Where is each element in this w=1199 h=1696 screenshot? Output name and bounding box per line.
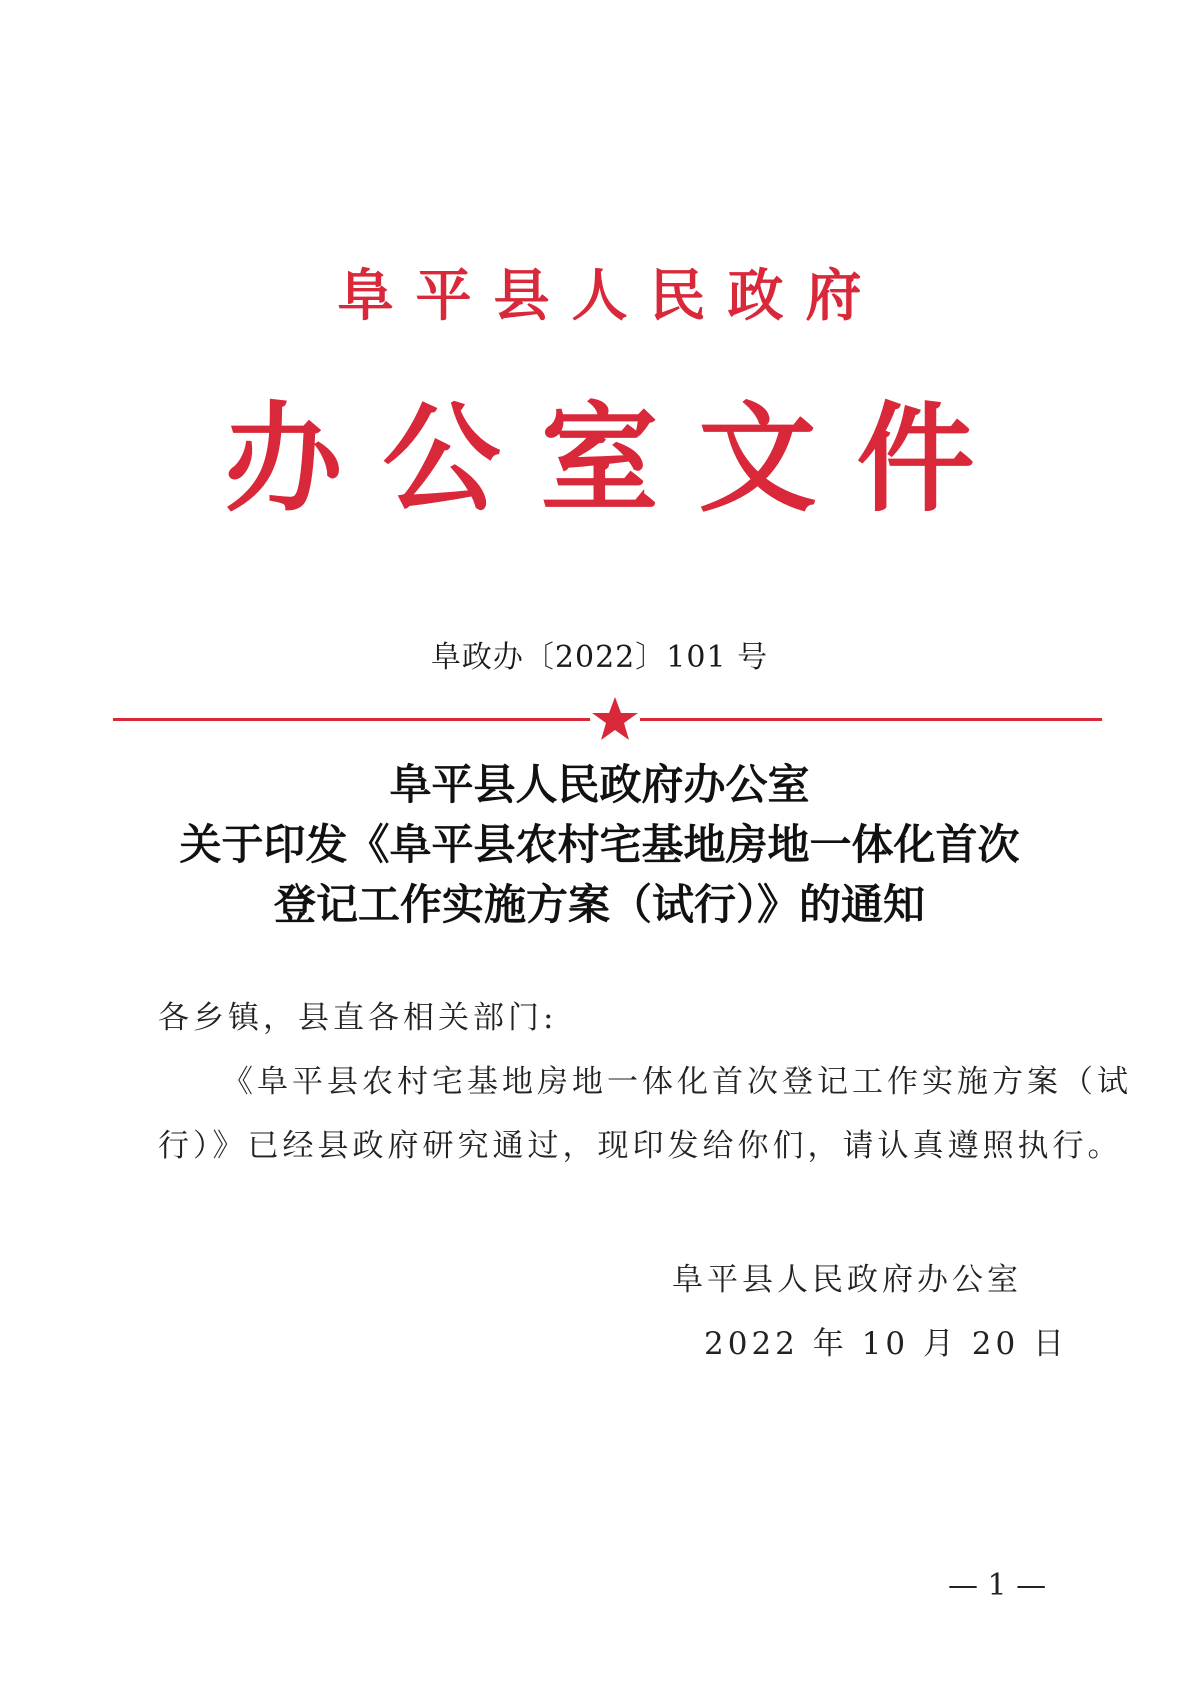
notice-title-line-1: 阜平县人民政府办公室: [389, 760, 810, 809]
document-type-heading: 办公室文件: [224, 389, 1015, 528]
red-rule-right: [640, 718, 1102, 721]
issuer-name: 阜平县人民政府: [337, 263, 884, 329]
star-icon: [590, 694, 640, 744]
page-number: — 1 —: [948, 1568, 1047, 1603]
salutation: 各乡镇，县直各相关部门:: [158, 1000, 558, 1036]
paragraph-line-2: 行）》已经县政府研究通过，现印发给你们，请认真遵照执行。: [158, 1128, 1123, 1164]
signature-organization: 阜平县人民政府办公室: [672, 1262, 1022, 1298]
paragraph-line-1: 《阜平县农村宅基地房地一体化首次登记工作实施方案（试: [222, 1064, 1132, 1100]
notice-title-line-2: 关于印发《阜平县农村宅基地房地一体化首次: [179, 820, 1020, 869]
document-number: 阜政办〔2022〕101 号: [430, 640, 769, 675]
signature-date: 2022 年 10 月 20 日: [704, 1326, 1069, 1362]
notice-title-line-3: 登记工作实施方案（试行）》的通知: [273, 880, 925, 929]
red-rule-left: [113, 718, 590, 721]
